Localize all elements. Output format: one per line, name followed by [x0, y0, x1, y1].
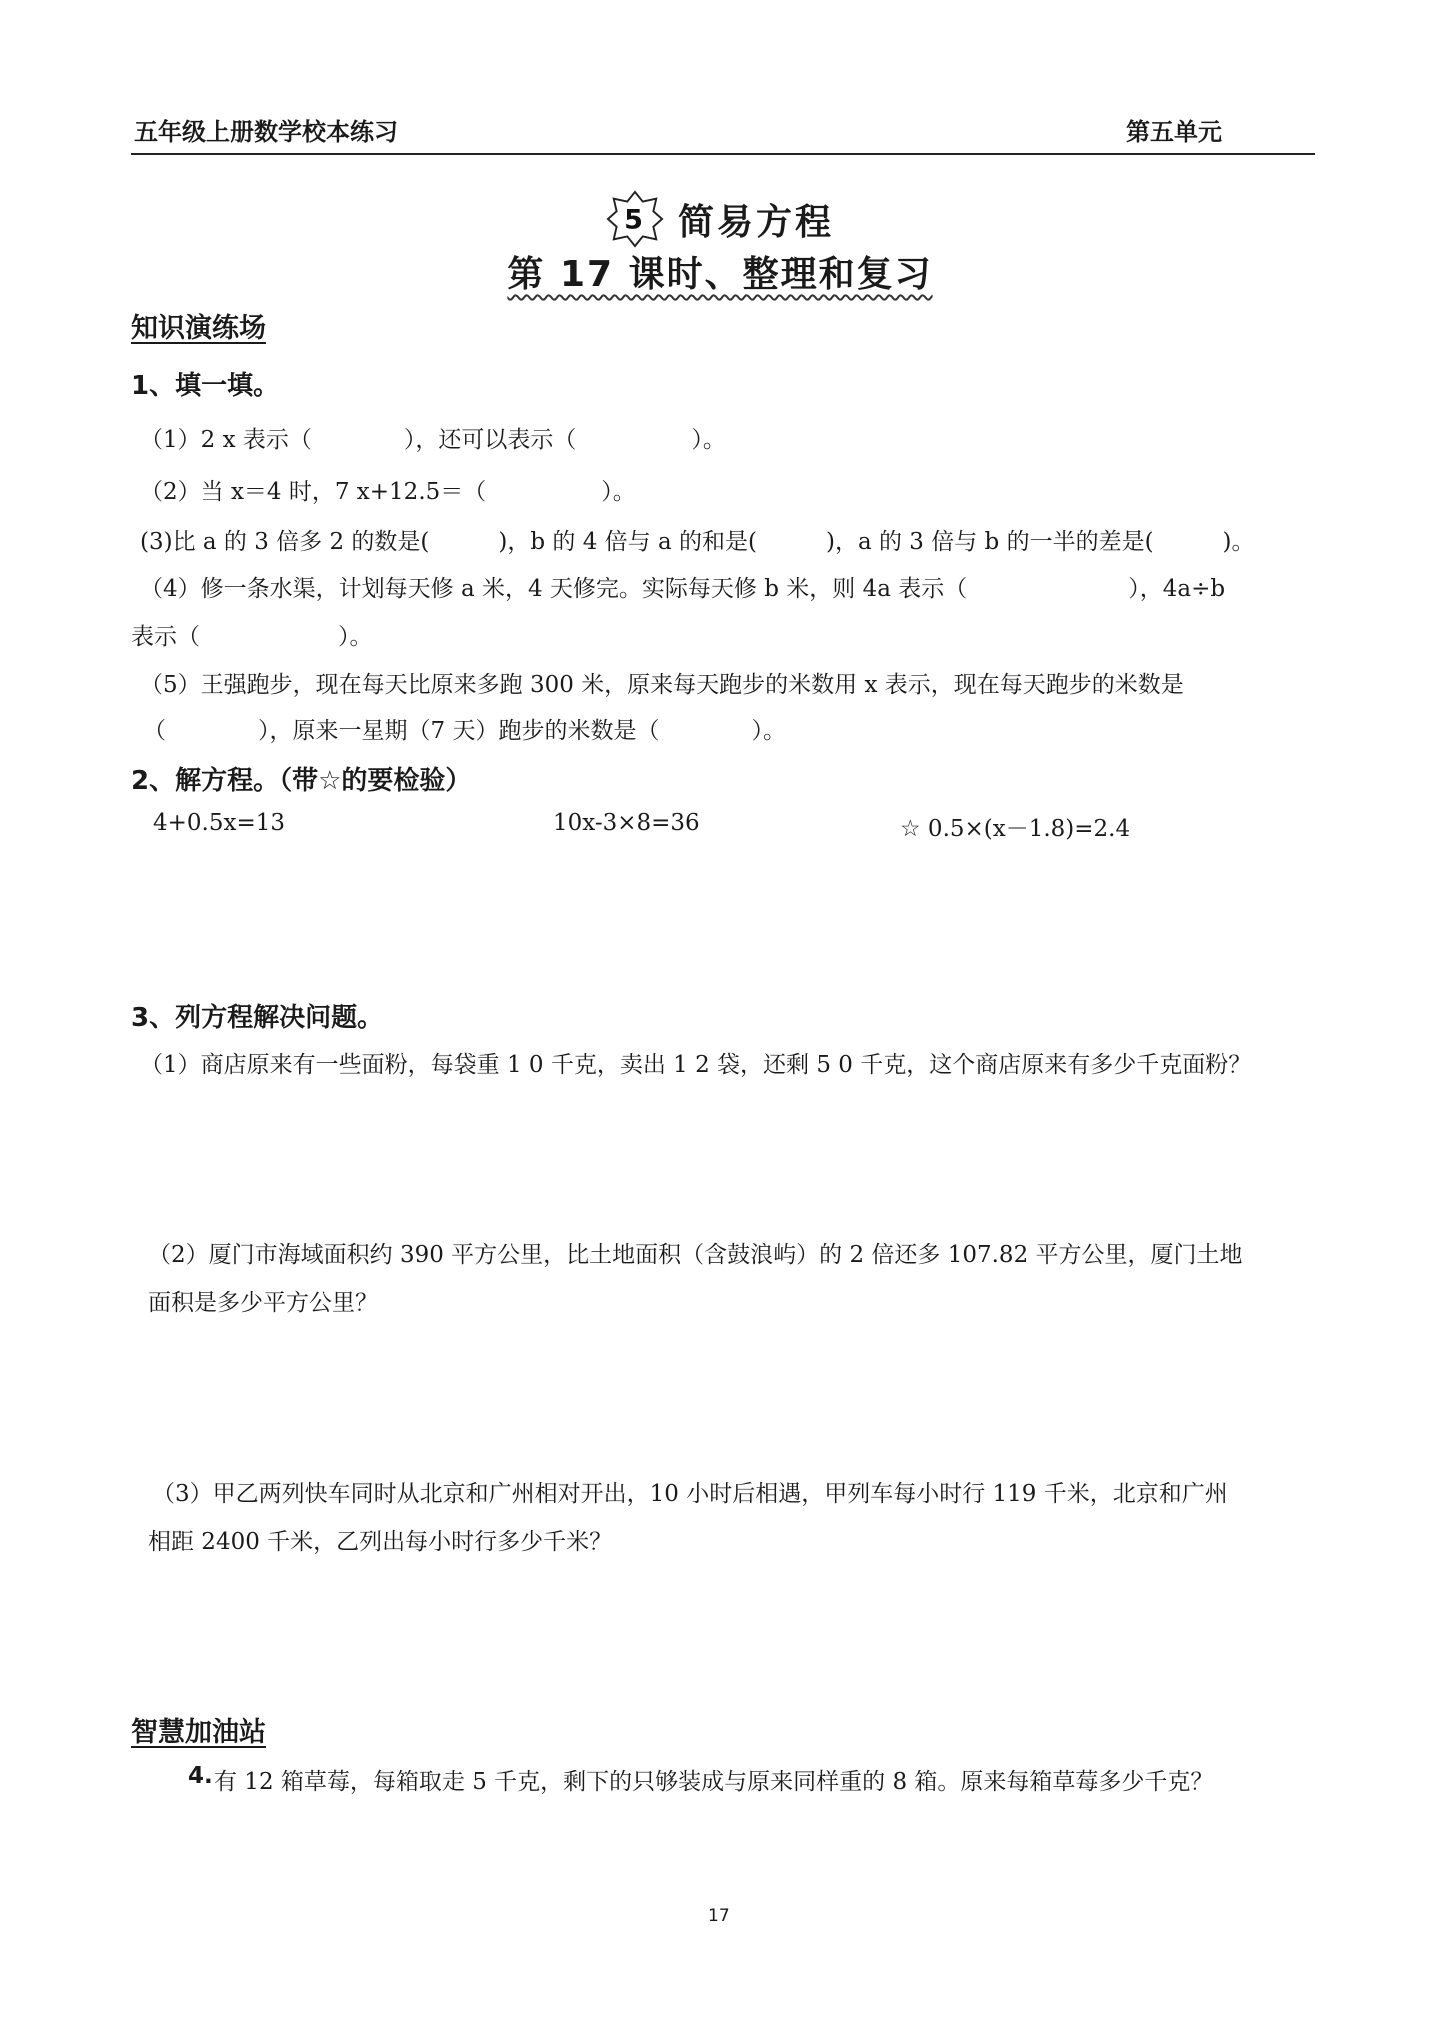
unit-number: 5 [624, 204, 646, 236]
question-2-title: 2、解方程。（带☆的要检验） [131, 766, 472, 796]
header-right: 第五单元 [1126, 118, 1222, 146]
q3-problem-3: （3）甲乙两列快车同时从北京和广州相对开出，10 小时后相遇，甲列车每小时行 119 千米，北京和广州 [152, 1481, 1228, 1507]
q1-item-2: （2）当 x＝4 时，7 x+12.5＝（ ）。 [140, 479, 636, 505]
lesson-title-wrap [0, 246, 1440, 297]
lesson-title: 第 17 课时、整理和复习 [507, 254, 933, 295]
q4-label: 4. [188, 1763, 213, 1789]
q3-problem-3-cont: 相距 2400 千米，乙列出每小时行多少千米？ [148, 1529, 613, 1555]
question-1-title: 1、填一填。 [131, 371, 280, 401]
header-left: 五年级上册数学校本练习 [134, 118, 398, 146]
q4-text: 有 12 箱草莓，每箱取走 5 千克，剩下的只够装成与原来同样重的 8 箱。原来每箱草莓多少千克？ [214, 1769, 1214, 1795]
section-title-challenge: 智慧加油站 [131, 1717, 266, 1748]
equation-3: ☆ 0.5×(x－1.8)=2.4 [900, 816, 1131, 842]
q1-item-4-cont: 表示（ ）。 [131, 624, 373, 650]
q1-item-3: (3)比 a 的 3 倍多 2 的数是( )，b 的 4 倍与 a 的和是( )，a 的 3 倍与 b 的一半的差是( )。 [140, 529, 1255, 555]
q1-item-4: （4）修一条水渠，计划每天修 a 米，4 天修完。实际每天修 b 米，则 4a 表示（ ），4a÷b [140, 576, 1226, 602]
equation-1: 4+0.5x=13 [153, 810, 285, 836]
header-divider [131, 153, 1315, 155]
page-number: 17 [708, 1906, 730, 1926]
star-badge-icon [606, 190, 664, 248]
unit-title: 简易方程 [677, 201, 834, 243]
question-3-title: 3、列方程解决问题。 [131, 1003, 384, 1033]
q1-item-1: （1）2 x 表示（ ），还可以表示（ ）。 [140, 427, 726, 453]
unit-heading [0, 190, 1440, 252]
equation-2: 10x-3×8=36 [553, 810, 700, 836]
q1-item-5: （5）王强跑步，现在每天比原来多跑 300 米，原来每天跑步的米数用 x 表示，现在每天跑步的米数是 [140, 672, 1184, 698]
q1-item-5-cont: （ ），原来一星期（7 天）跑步的米数是（ ）。 [143, 718, 786, 744]
q3-problem-2-cont: 面积是多少平方公里？ [148, 1290, 378, 1316]
section-title-practice: 知识演练场 [131, 313, 266, 344]
q3-problem-2: （2）厦门市海域面积约 390 平方公里，比土地面积（含鼓浪屿）的 2 倍还多 107.82 平方公里，厦门土地 [148, 1242, 1243, 1268]
q3-problem-1: （1）商店原来有一些面粉，每袋重 1 0 千克，卖出 1 2 袋，还剩 5 0 千克，这个商店原来有多少千克面粉？ [140, 1052, 1252, 1078]
